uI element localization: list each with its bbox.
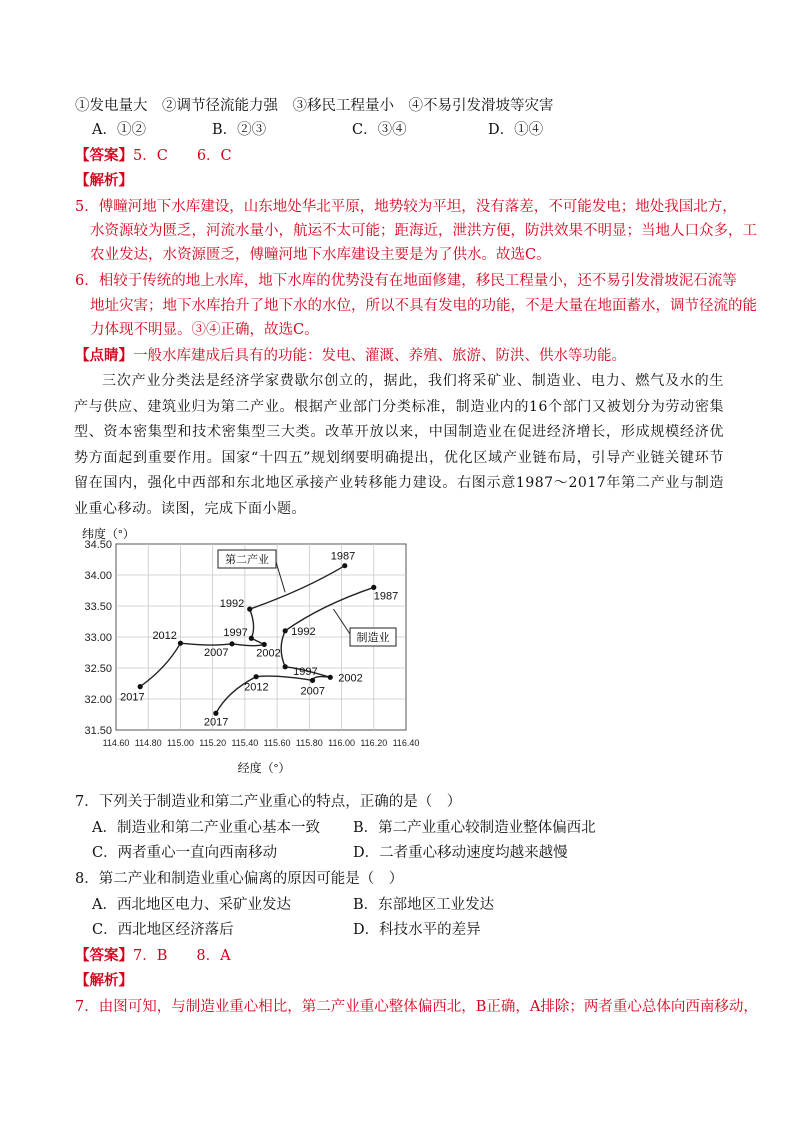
answer-block-2 xyxy=(75,946,231,966)
answer-text-2: 7．B 8．A xyxy=(133,948,231,964)
q56-choice-c: C．③④ xyxy=(352,122,407,138)
analysis-tag-2: 【解析】 xyxy=(75,972,133,989)
q7-choice-b: B．第二产业重心较制造业整体偏西北 xyxy=(353,820,596,836)
data-point-label: 2017 xyxy=(120,691,145,704)
q7-choice-c: C．两者重心一直向西南移动 xyxy=(92,845,278,861)
answer-block-1 xyxy=(75,146,232,166)
q8-stem: 8．第二产业和制造业重心偏离的原因可能是（ ） xyxy=(75,871,404,887)
x-tick-label: 116.40 xyxy=(392,738,420,748)
data-point xyxy=(249,636,254,641)
y-tick-label: 32.00 xyxy=(84,694,112,706)
data-point xyxy=(310,678,315,683)
data-point-label: 2007 xyxy=(300,685,326,698)
data-point-label: 2007 xyxy=(204,646,229,659)
q8-choice-b: B．东部地区工业发达 xyxy=(353,897,495,913)
data-point-label: 1987 xyxy=(330,550,356,563)
data-point xyxy=(213,711,218,716)
x-tick-label: 114.80 xyxy=(134,738,162,748)
answer-tag-2: 【答案】 xyxy=(75,947,133,964)
analysis6-line1: 6．相较于传统的地上水库，地下水库的优势没有在地面修建，移民工程量小，还不易引发滑坡泥石流等 xyxy=(75,273,737,289)
data-point-label: 2002 xyxy=(256,647,281,660)
data-point xyxy=(254,674,259,679)
x-tick-label: 115.20 xyxy=(199,738,227,748)
q56-choice-d: D．①④ xyxy=(488,122,544,138)
analysis-tag: 【解析】 xyxy=(75,172,133,189)
y-tick-label: 33.00 xyxy=(84,632,112,644)
analysis6-line3: 力体现不明显。③④正确，故选C。 xyxy=(90,322,319,338)
callout-label-manufacturing: 制造业 xyxy=(356,632,390,644)
answer-tag: 【答案】 xyxy=(75,147,133,164)
data-point xyxy=(283,664,288,669)
callout-label-secondary: 第二产业 xyxy=(225,554,269,566)
answer-text: 5．C 6．C xyxy=(133,148,232,164)
data-point xyxy=(229,641,234,646)
q8-choice-a: A．西北地区电力、采矿业发达 xyxy=(92,897,291,913)
intro-paragraph: 三次产业分类法是经济学家费歇尔创立的，据此，我们将采矿业、制造业、电力、燃气及水的生产与供应、建筑业归为第二产业。根据产业部门分类标准，制造业内的16个部门又被划分为劳动密集型、资本密集型和技术密集型三大类。改革开放以来，中国制造业在促进经济增长，形成规模经济优势方面起到重要作用。国家“十四五”规划纲要明确提出，优化区域产业链布局，引导产业链关键环节留在国内，强化中西部和东北地区承接产业转移能力建设。右图示意1987～2017年第二产业与制造业重心移动。读图，完成下面小题。 xyxy=(74,373,724,517)
analysis5-line2: 水资源较为匮乏，河流水量小，航运不太可能；距海近，泄洪方便，防洪效果不明显；当地人口众多，工 xyxy=(90,223,757,239)
tip-text: 一般水库建成后具有的功能：发电、灌溉、养殖、旅游、防洪、供水等功能。 xyxy=(133,348,626,364)
y-tick-label: 32.50 xyxy=(84,663,112,675)
q7-stem: 7．下列关于制造业和第二产业重心的特点，正确的是（ ） xyxy=(75,794,462,810)
x-tick-label: 115.60 xyxy=(263,738,291,748)
x-tick-label: 115.40 xyxy=(231,738,259,748)
q56-choice-a: A．①② xyxy=(92,122,146,138)
q7-choice-d: D．二者重心移动速度均越来越慢 xyxy=(353,845,568,861)
y-tick-label: 33.50 xyxy=(84,601,112,613)
data-point xyxy=(328,675,333,680)
center-of-gravity-chart xyxy=(76,520,436,782)
data-point-label: 2012 xyxy=(244,681,269,694)
x-tick-label: 116.20 xyxy=(360,738,388,748)
x-tick-label: 115.80 xyxy=(295,738,323,748)
q8-choice-c: C．西北地区经济落后 xyxy=(92,922,234,938)
q7-choice-a: A．制造业和第二产业重心基本一致 xyxy=(92,820,320,836)
data-point-label: 2012 xyxy=(152,630,177,643)
data-point xyxy=(262,642,267,647)
q56-statements: ①发电量大 ②调节径流能力强 ③移民工程量小 ④不易引发滑坡等灾害 xyxy=(75,98,554,114)
data-point-label: 1997 xyxy=(223,627,248,640)
data-point-label: 2017 xyxy=(203,716,229,729)
data-point xyxy=(342,563,347,568)
analysis7-line1: 7．由图可知，与制造业重心相比，第二产业重心整体偏西北，B正确，A排除；两者重心总体向西南移动， xyxy=(75,999,758,1015)
q56-choice-b: B．②③ xyxy=(212,122,267,138)
chart-svg xyxy=(76,520,436,778)
tip-tag: 【点睛】 xyxy=(75,347,133,364)
data-point xyxy=(178,641,183,646)
data-point xyxy=(283,628,288,633)
analysis5-line1: 5．傅疃河地下水库建设，山东地处华北平原，地势较为平坦，没有落差，不可能发电；地处我国北方， xyxy=(75,199,737,215)
y-tick-label: 34.00 xyxy=(84,570,112,582)
tip-line xyxy=(75,346,626,366)
analysis6-line2: 地址灾害；地下水库抬升了地下水的水位，所以不具有发电的功能，不是大量在地面蓄水，调节径流的能 xyxy=(90,298,757,314)
data-point-label: 1997 xyxy=(293,665,318,678)
data-point-label: 2002 xyxy=(338,672,363,685)
x-tick-label: 114.60 xyxy=(102,738,130,748)
data-point xyxy=(138,684,143,689)
data-point-label: 1992 xyxy=(291,625,316,638)
data-point-label: 1992 xyxy=(219,598,245,611)
data-point xyxy=(371,585,376,590)
x-axis-label: 经度（°） xyxy=(237,761,291,775)
y-tick-label: 34.50 xyxy=(84,539,112,551)
y-axis-label: 纬度（°） xyxy=(82,527,135,541)
y-tick-label: 31.50 xyxy=(84,725,112,737)
q8-choice-d: D．科技水平的差异 xyxy=(353,922,481,938)
analysis5-line3: 农业发达，水资源匮乏，傅疃河地下水库建设主要是为了供水。故选C。 xyxy=(90,247,551,263)
data-point xyxy=(247,607,252,612)
data-point-label: 1987 xyxy=(373,590,399,603)
x-tick-label: 115.00 xyxy=(167,738,194,748)
x-tick-label: 116.00 xyxy=(328,738,355,748)
